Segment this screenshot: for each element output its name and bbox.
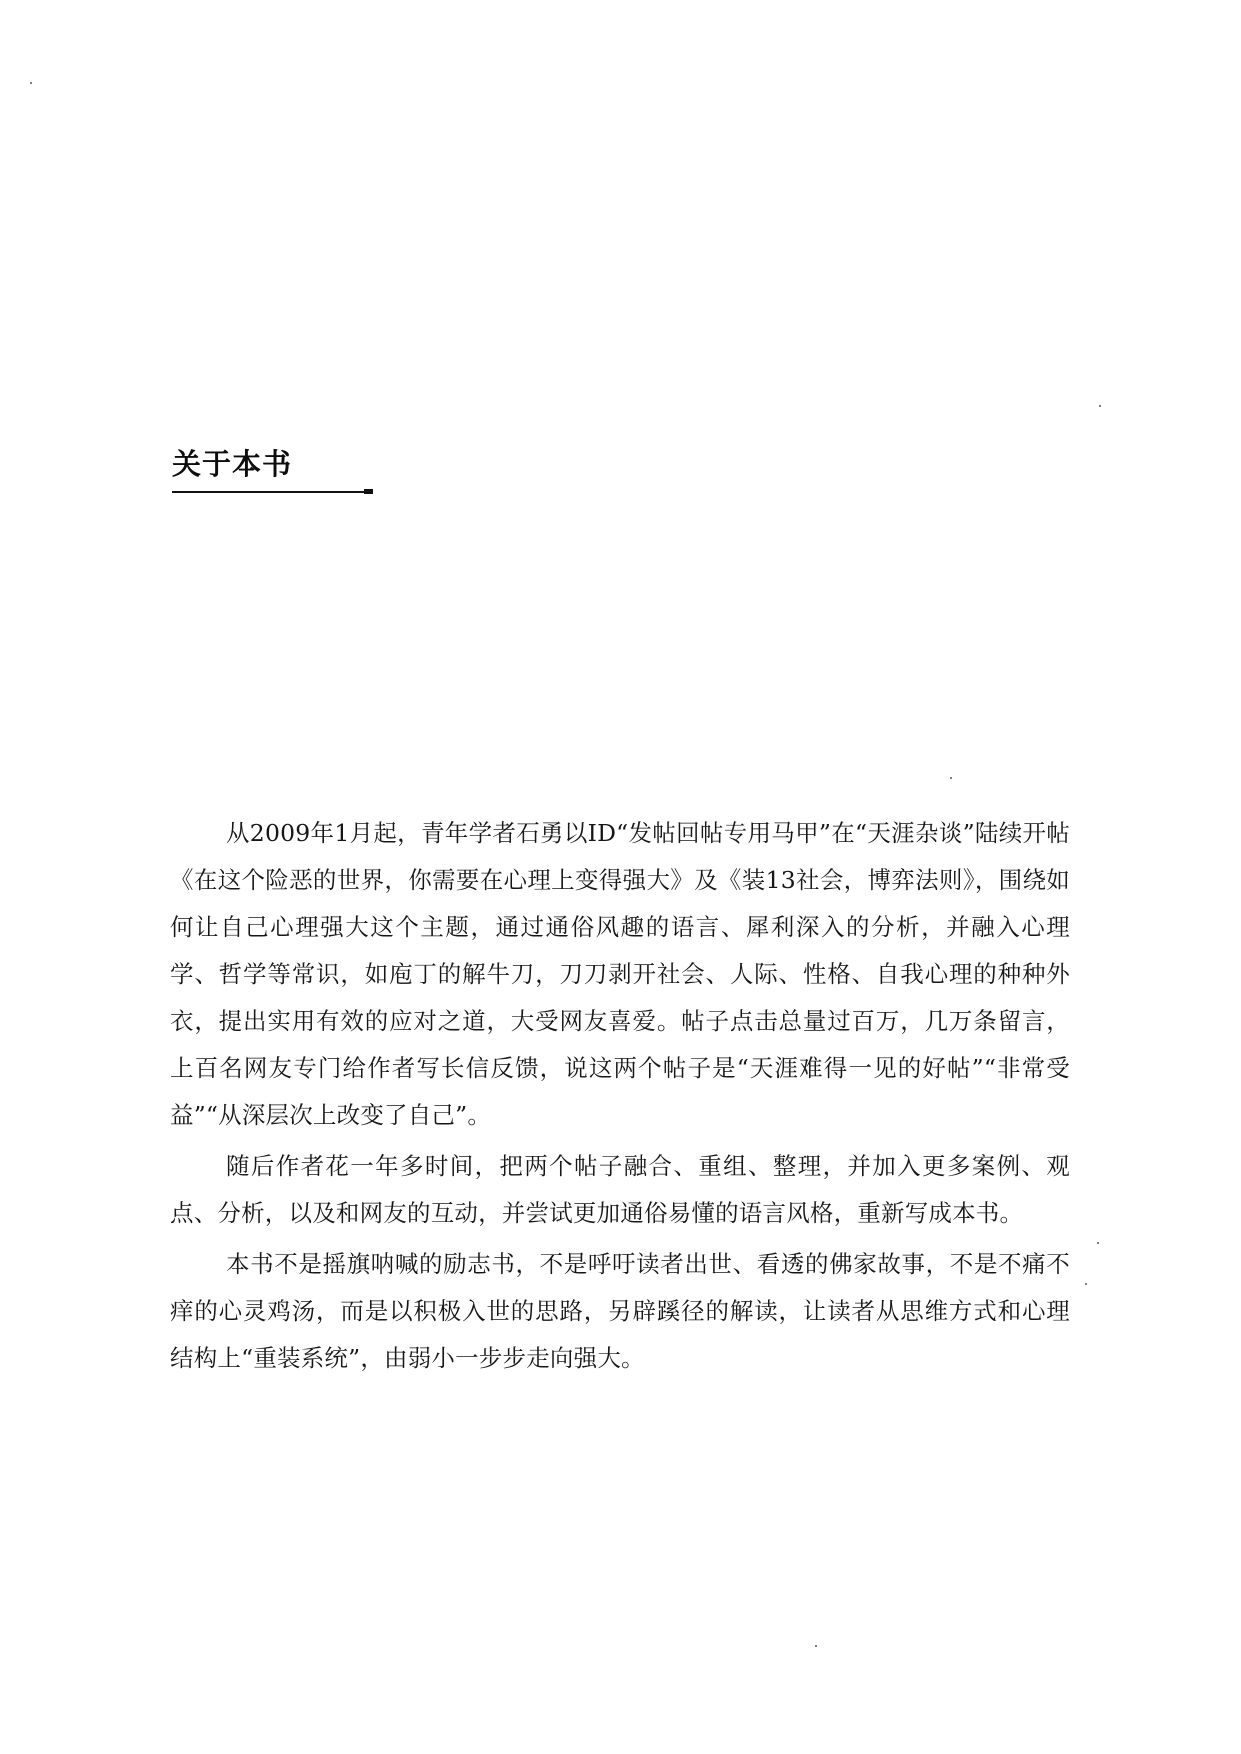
scan-speck xyxy=(1099,405,1101,407)
body-text xyxy=(170,810,1070,1386)
paragraph-2: 随后作者花一年多时间，把两个帖子融合、重组、整理，并加入更多案例、观点、分析，以及和网友的互动，并尝试更加通俗易懂的语言风格，重新写成本书。 xyxy=(170,1152,1070,1227)
paragraph-1: 从2009年1月起，青年学者石勇以ID“发帖回帖专用马甲”在“天涯杂谈”陆续开帖《在这个险恶的世界，你需要在心理上变得强大》及《装13社会，博弈法则》，围绕如何让自己心理强大这个主题，通过通俗风趣的语言、犀利深入的分析，并融入心理学、哲学等常识，如庖丁的解牛刀，刀刀剥开社会、人际、性格、自我心理的种种外衣，提出实用有效的应对之道，大受网友喜爱。帖子点击总量过百万，几万条留言，上百名网友专门给作者写长信反馈，说这两个帖子是“天涯难得一见的好帖”“非常受益”“从深层次上改变了自己”。 xyxy=(170,819,1070,1129)
heading-underline-end-mark xyxy=(364,489,373,494)
scan-speck xyxy=(815,1645,817,1647)
section-heading: 关于本书 xyxy=(172,447,293,481)
scan-speck xyxy=(950,777,952,779)
scan-speck xyxy=(30,82,32,84)
scan-speck xyxy=(1097,1242,1099,1244)
scan-speck xyxy=(1085,1283,1087,1285)
heading-underline xyxy=(172,491,372,493)
paragraph-3: 本书不是摇旗呐喊的励志书，不是呼吁读者出世、看透的佛家故事，不是不痛不痒的心灵鸡汤，而是以积极入世的思路，另辟蹊径的解读，让读者从思维方式和心理结构上“重装系统”，由弱小一步步走向强大。 xyxy=(170,1250,1070,1372)
